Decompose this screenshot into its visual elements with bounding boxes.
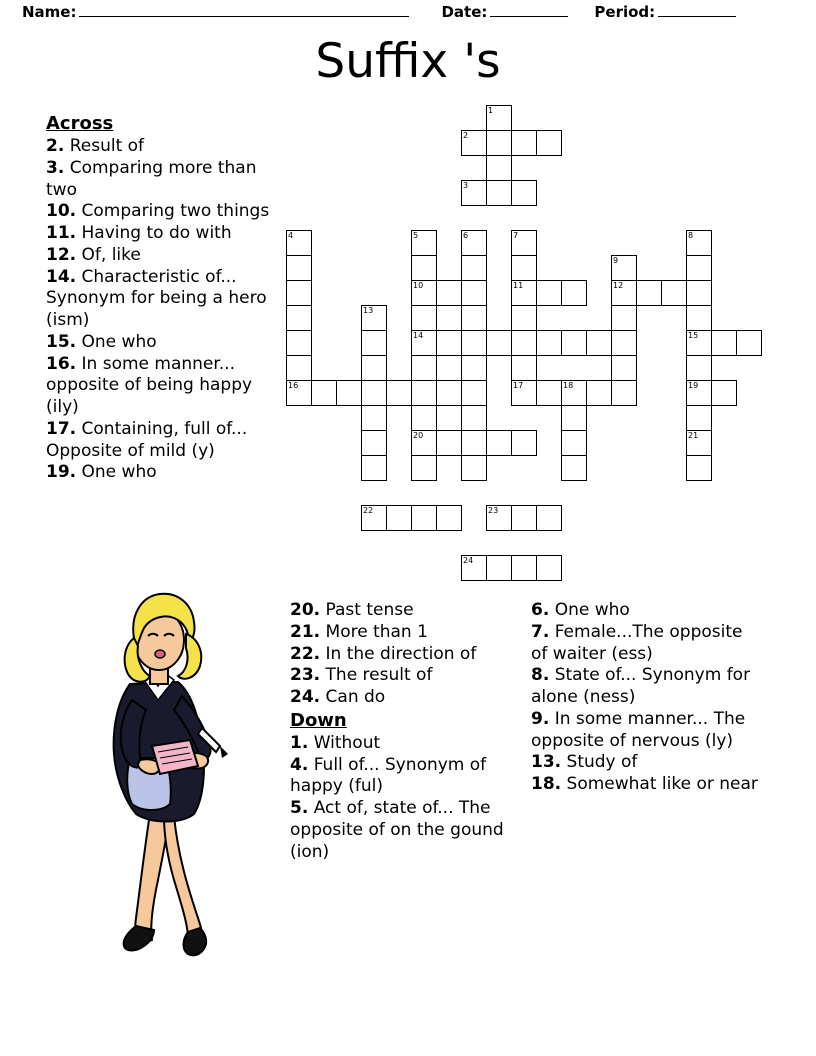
clue-text: Result of	[64, 136, 145, 157]
grid-cell[interactable]	[686, 280, 712, 306]
grid-cell-numbered-1[interactable]	[486, 105, 512, 131]
grid-cell[interactable]	[561, 280, 587, 306]
grid-cell-number: 17	[513, 381, 524, 390]
grid-cell[interactable]	[336, 380, 362, 406]
grid-cell[interactable]	[411, 505, 437, 531]
grid-cell[interactable]	[461, 380, 487, 406]
grid-cell[interactable]	[511, 180, 537, 206]
grid-cell[interactable]	[411, 255, 437, 281]
grid-cell[interactable]	[361, 405, 387, 431]
grid-cell[interactable]	[511, 355, 537, 381]
clue-text: One who	[549, 600, 630, 620]
clue-number: 19.	[46, 462, 77, 483]
clue-text: Characteristic of... Synonym for being a hero (ism)	[46, 266, 267, 331]
grid-cell[interactable]	[586, 380, 612, 406]
grid-cell-numbered-19[interactable]	[686, 380, 712, 406]
clue-number: 12.	[46, 244, 77, 265]
grid-cell-numbered-8[interactable]	[686, 230, 712, 256]
grid-cell-number: 9	[613, 256, 619, 265]
clue-text: Without	[308, 732, 381, 753]
period-field-group	[594, 3, 736, 21]
grid-cell-numbered-4[interactable]	[286, 230, 312, 256]
date-label: Date:	[441, 3, 488, 21]
clue-text: One who	[76, 331, 157, 352]
grid-cell[interactable]	[386, 505, 412, 531]
clue-item-across-10	[46, 201, 281, 223]
clue-text: Having to do with	[76, 223, 232, 244]
down-clue-list-right	[531, 600, 761, 796]
clue-item-across-11	[46, 223, 281, 245]
grid-cell[interactable]	[636, 280, 662, 306]
grid-cell[interactable]	[286, 280, 312, 306]
across-heading: Across	[46, 113, 114, 134]
clue-item-across-16	[46, 354, 281, 419]
grid-cell[interactable]	[386, 380, 412, 406]
grid-cell-number: 12	[613, 281, 624, 290]
clue-item-across-14	[46, 267, 281, 332]
grid-cell[interactable]	[536, 555, 562, 581]
grid-cell[interactable]	[461, 330, 487, 356]
grid-cell[interactable]	[486, 555, 512, 581]
grid-cell[interactable]	[461, 280, 487, 306]
grid-cell[interactable]	[411, 380, 437, 406]
grid-cell-number: 2	[463, 131, 469, 140]
grid-cell-numbered-21[interactable]	[686, 430, 712, 456]
grid-cell[interactable]	[311, 380, 337, 406]
grid-cell[interactable]	[511, 505, 537, 531]
grid-cell-numbered-22[interactable]	[361, 505, 387, 531]
grid-cell[interactable]	[361, 380, 387, 406]
grid-cell[interactable]	[611, 355, 637, 381]
period-input-blank[interactable]	[658, 3, 736, 17]
grid-cell-numbered-14[interactable]	[411, 330, 437, 356]
grid-cell-number: 6	[463, 231, 469, 240]
grid-cell[interactable]	[436, 380, 462, 406]
grid-cell[interactable]	[511, 255, 537, 281]
clue-number: 7.	[531, 621, 550, 642]
clue-text: Study of	[561, 752, 638, 773]
clue-text: Female...The opposite of waiter (ess)	[531, 621, 743, 664]
clue-number: 22.	[290, 643, 321, 664]
grid-cell[interactable]	[511, 330, 537, 356]
across-clue-list-middle	[290, 600, 525, 709]
header-fields	[22, 0, 794, 24]
grid-cell[interactable]	[686, 405, 712, 431]
grid-cell[interactable]	[686, 255, 712, 281]
grid-cell[interactable]	[536, 330, 562, 356]
date-field-group	[441, 3, 568, 21]
grid-cell[interactable]	[286, 305, 312, 331]
clue-text: Comparing more than two	[46, 157, 257, 200]
grid-cell-numbered-12[interactable]	[611, 280, 637, 306]
grid-cell-number: 15	[688, 331, 699, 340]
clue-item-across-3	[46, 158, 281, 202]
grid-cell-numbered-23[interactable]	[486, 505, 512, 531]
page-title: Suffix 's	[315, 34, 501, 89]
clue-item-across-20	[290, 600, 525, 622]
grid-cell[interactable]	[611, 330, 637, 356]
period-label: Period:	[594, 3, 656, 21]
clue-text: Comparing two things	[76, 201, 270, 222]
grid-cell[interactable]	[411, 355, 437, 381]
grid-cell-number: 3	[463, 181, 469, 190]
grid-cell[interactable]	[536, 505, 562, 531]
grid-cell[interactable]	[486, 180, 512, 206]
clue-number: 9.	[531, 708, 550, 729]
clue-item-down-13	[531, 752, 761, 774]
clue-text: In some manner... opposite of being happy (ily)	[46, 353, 253, 418]
grid-cell-number: 22	[363, 506, 374, 515]
grid-cell[interactable]	[686, 305, 712, 331]
clue-item-down-9	[531, 709, 761, 753]
grid-cell[interactable]	[561, 330, 587, 356]
grid-cell[interactable]	[511, 305, 537, 331]
clue-item-down-7	[531, 622, 761, 666]
clue-text: More than 1	[320, 621, 428, 642]
grid-cell[interactable]	[511, 555, 537, 581]
grid-cell-number: 19	[688, 381, 699, 390]
clue-number: 17.	[46, 418, 77, 439]
clue-item-down-5	[290, 798, 525, 863]
waitress-illustration	[78, 588, 258, 960]
grid-cell[interactable]	[361, 330, 387, 356]
clue-item-across-22	[290, 644, 525, 666]
grid-cell[interactable]	[461, 430, 487, 456]
grid-cell[interactable]	[536, 380, 562, 406]
grid-cell-number: 1	[488, 106, 494, 115]
grid-cell[interactable]	[286, 255, 312, 281]
grid-cell-numbered-6[interactable]	[461, 230, 487, 256]
grid-cell[interactable]	[486, 130, 512, 156]
clue-number: 15.	[46, 331, 77, 352]
grid-cell[interactable]	[536, 280, 562, 306]
grid-cell-numbered-9[interactable]	[611, 255, 637, 281]
clue-column-middle	[290, 600, 525, 863]
clue-text: Of, like	[76, 244, 141, 265]
date-input-blank[interactable]	[490, 3, 568, 17]
down-heading: Down	[290, 709, 347, 731]
grid-cell-number: 11	[513, 281, 524, 290]
grid-cell[interactable]	[461, 255, 487, 281]
grid-cell-number: 5	[413, 231, 419, 240]
clue-item-across-17	[46, 419, 281, 463]
grid-cell-numbered-17[interactable]	[511, 380, 537, 406]
grid-cell-number: 7	[513, 231, 519, 240]
grid-cell[interactable]	[561, 430, 587, 456]
grid-cell-numbered-7[interactable]	[511, 230, 537, 256]
clue-text: Somewhat like or near	[561, 774, 758, 794]
grid-cell-number: 14	[413, 331, 424, 340]
grid-cell-numbered-18[interactable]	[561, 380, 587, 406]
grid-cell[interactable]	[536, 130, 562, 156]
crossword-grid[interactable]	[286, 105, 786, 575]
grid-cell-number: 16	[288, 381, 299, 390]
grid-cell[interactable]	[511, 430, 537, 456]
down-clue-column-right	[531, 600, 761, 796]
grid-cell[interactable]	[286, 355, 312, 381]
clue-item-across-21	[290, 622, 525, 644]
grid-cell[interactable]	[411, 455, 437, 481]
clue-number: 1.	[290, 732, 309, 753]
clue-item-across-19	[46, 462, 281, 484]
grid-cell[interactable]	[561, 455, 587, 481]
clue-number: 5.	[290, 798, 309, 819]
clue-number: 10.	[46, 201, 77, 222]
grid-cell-numbered-16[interactable]	[286, 380, 312, 406]
grid-cell[interactable]	[411, 305, 437, 331]
name-label: Name:	[22, 3, 77, 21]
clue-text: One who	[76, 462, 157, 483]
clue-number: 11.	[46, 223, 77, 244]
grid-cell-numbered-20[interactable]	[411, 430, 437, 456]
grid-cell-number: 18	[563, 381, 574, 390]
clue-number: 23.	[290, 665, 321, 686]
grid-cell[interactable]	[586, 330, 612, 356]
clue-number: 16.	[46, 353, 77, 374]
clue-item-across-15	[46, 332, 281, 354]
clue-text: Act of, state of... The opposite of on the gound (ion)	[290, 798, 504, 862]
grid-cell-numbered-15[interactable]	[686, 330, 712, 356]
grid-cell-numbered-10[interactable]	[411, 280, 437, 306]
clue-number: 24.	[290, 687, 321, 707]
grid-cell[interactable]	[561, 405, 587, 431]
clue-item-down-6	[531, 600, 761, 622]
grid-cell[interactable]	[486, 430, 512, 456]
clue-text: In some manner... The opposite of nervous (ly)	[531, 708, 746, 751]
clue-text: State of... Synonym for alone (ness)	[531, 665, 751, 707]
name-field-group	[22, 3, 409, 21]
clue-item-across-12	[46, 245, 281, 267]
grid-cell-number: 10	[413, 281, 424, 290]
clue-number: 13.	[531, 752, 562, 773]
grid-cell-number: 13	[363, 306, 374, 315]
across-clue-list-left	[46, 136, 281, 484]
grid-cell[interactable]	[486, 155, 512, 181]
grid-cell[interactable]	[486, 330, 512, 356]
grid-cell-number: 4	[288, 231, 294, 240]
grid-cell-numbered-11[interactable]	[511, 280, 537, 306]
clue-item-down-8	[531, 665, 761, 709]
grid-cell-number: 8	[688, 231, 694, 240]
grid-cell[interactable]	[436, 280, 462, 306]
grid-cell[interactable]	[461, 455, 487, 481]
grid-cell[interactable]	[436, 430, 462, 456]
name-input-blank[interactable]	[79, 3, 409, 17]
grid-cell[interactable]	[461, 355, 487, 381]
clue-number: 18.	[531, 774, 562, 794]
clue-item-down-1	[290, 733, 525, 755]
grid-cell-numbered-5[interactable]	[411, 230, 437, 256]
across-clue-column-left	[46, 112, 281, 484]
clue-number: 6.	[531, 600, 550, 620]
grid-cell-number: 21	[688, 431, 699, 440]
clue-number: 3.	[46, 157, 65, 178]
grid-cell-numbered-3[interactable]	[461, 180, 487, 206]
grid-cell[interactable]	[511, 130, 537, 156]
grid-cell-number: 20	[413, 431, 424, 440]
clue-text: The result of	[320, 665, 433, 686]
clue-item-down-4	[290, 755, 525, 799]
clue-text: In the direction of	[320, 643, 477, 664]
clue-item-across-23	[290, 665, 525, 687]
grid-cell[interactable]	[461, 305, 487, 331]
grid-cell[interactable]	[361, 430, 387, 456]
down-clue-list-middle	[290, 733, 525, 864]
grid-cell[interactable]	[461, 405, 487, 431]
grid-cell[interactable]	[436, 505, 462, 531]
grid-cell-numbered-24[interactable]	[461, 555, 487, 581]
clue-text: Full of... Synonym of happy (ful)	[290, 754, 487, 797]
grid-cell[interactable]	[736, 330, 762, 356]
clue-number: 21.	[290, 621, 321, 642]
grid-cell-numbered-2[interactable]	[461, 130, 487, 156]
clue-text: Can do	[320, 687, 386, 707]
clue-number: 2.	[46, 136, 65, 157]
grid-cell[interactable]	[361, 355, 387, 381]
clue-number: 20.	[290, 600, 321, 620]
clue-text: Past tense	[320, 600, 414, 620]
clue-number: 8.	[531, 665, 550, 686]
grid-cell[interactable]	[711, 330, 737, 356]
grid-cell[interactable]	[286, 330, 312, 356]
grid-cell[interactable]	[436, 330, 462, 356]
grid-cell[interactable]	[611, 380, 637, 406]
grid-cell-number: 24	[463, 556, 474, 565]
grid-cell-numbered-13[interactable]	[361, 305, 387, 331]
grid-cell[interactable]	[686, 355, 712, 381]
grid-cell[interactable]	[711, 380, 737, 406]
grid-cell[interactable]	[361, 455, 387, 481]
clue-text: Containing, full of... Opposite of mild (y)	[46, 418, 248, 461]
clue-number: 14.	[46, 266, 77, 287]
grid-cell[interactable]	[611, 305, 637, 331]
grid-cell[interactable]	[661, 280, 687, 306]
clue-number: 4.	[290, 754, 309, 775]
clue-item-across-2	[46, 136, 281, 158]
clue-item-down-18	[531, 774, 761, 796]
clue-item-across-24	[290, 687, 525, 709]
grid-cell[interactable]	[411, 405, 437, 431]
grid-cell[interactable]	[686, 455, 712, 481]
grid-cell-number: 23	[488, 506, 499, 515]
